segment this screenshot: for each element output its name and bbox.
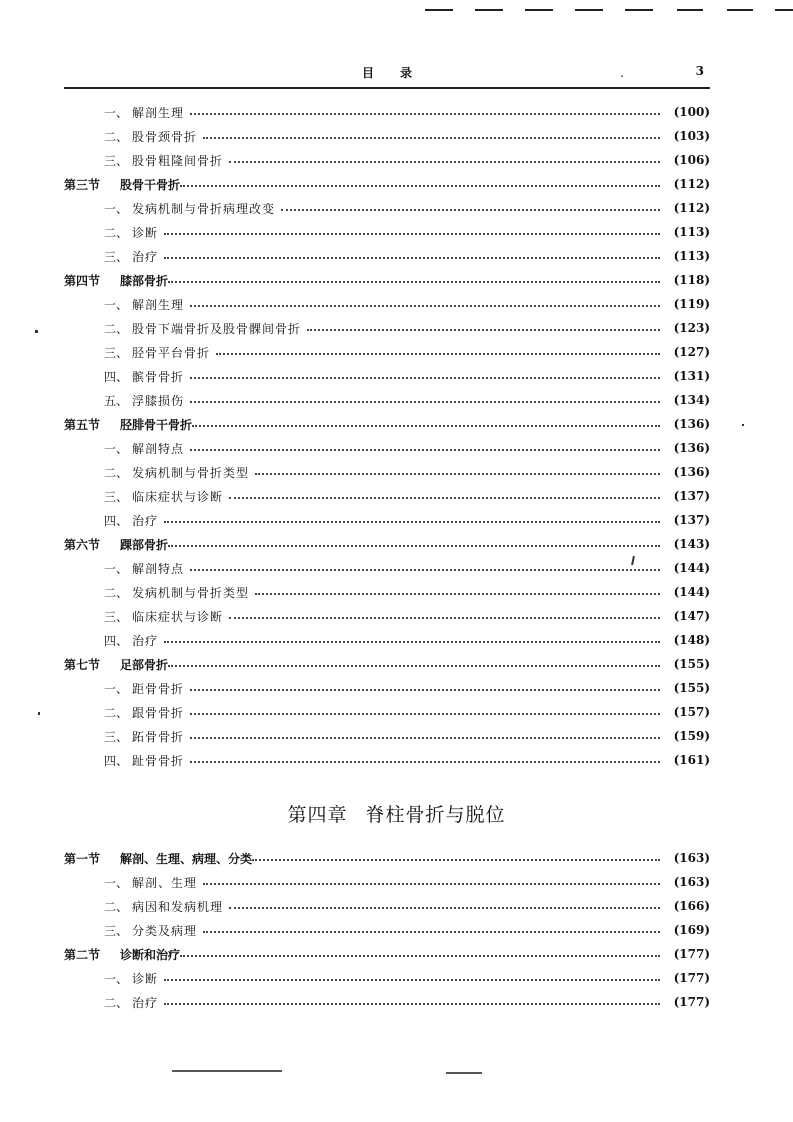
toc-entry-number: 二、 <box>103 321 128 336</box>
dot-leader <box>203 883 660 885</box>
toc-entry-number: 四、 <box>103 513 128 528</box>
toc-entry-number: 二、 <box>103 899 128 914</box>
toc-section-entry <box>64 652 710 676</box>
toc-entry-page: (148) <box>673 633 710 647</box>
toc-entry-page: (144) <box>673 585 710 599</box>
toc-entry-title: 踝部骨折 <box>120 537 169 552</box>
dot-leader <box>190 377 660 379</box>
dot-leader <box>164 233 660 235</box>
toc-entry-page: (157) <box>673 705 710 719</box>
toc-item-entry <box>64 556 710 580</box>
toc-section-entry <box>64 846 710 870</box>
toc-section-entry <box>64 412 710 436</box>
toc-entry-title: 诊断 <box>132 971 159 986</box>
scan-speck <box>172 1070 282 1072</box>
toc-entry-page: (136) <box>673 441 710 455</box>
toc-section-entry <box>64 942 710 966</box>
toc-item-entry <box>64 220 710 244</box>
toc-entry-page: (100) <box>673 105 710 119</box>
toc-entry-number: 四、 <box>103 369 128 384</box>
toc-entry-page: (137) <box>673 513 710 527</box>
chapter-number: 第四章 <box>287 804 348 826</box>
toc-entry-number: 一、 <box>103 441 128 456</box>
toc-entry-title: 股骨干骨折 <box>120 177 181 192</box>
toc-entry-title: 发病机制与骨折病理改变 <box>132 201 276 216</box>
toc-entry-number: 三、 <box>103 489 128 504</box>
toc-entry-title: 距骨骨折 <box>132 681 185 696</box>
toc-item-entry <box>64 508 710 532</box>
toc-entry-title: 解剖特点 <box>132 441 185 456</box>
toc-entry-title: 股骨下端骨折及股骨髁间骨折 <box>132 321 302 336</box>
toc-entry-title: 治疗 <box>132 995 159 1010</box>
toc-item-entry <box>64 100 710 124</box>
toc-item-entry <box>64 966 710 990</box>
toc-entry-title: 治疗 <box>132 249 159 264</box>
toc-entry-title: 治疗 <box>132 633 159 648</box>
toc-entry-number: 一、 <box>103 297 128 312</box>
dot-leader <box>281 209 660 211</box>
toc-entry-page: (177) <box>673 995 710 1009</box>
toc-item-entry <box>64 436 710 460</box>
toc-entry-title: 诊断和治疗 <box>120 947 181 962</box>
scan-speck <box>446 1072 482 1074</box>
toc-entry-page: (144) <box>673 561 710 575</box>
toc-section-entry <box>64 268 710 292</box>
toc-entry-number: 四、 <box>103 753 128 768</box>
toc-entry-number: 二、 <box>103 225 128 240</box>
toc-entry-page: (166) <box>673 899 710 913</box>
toc-entry-number: 三、 <box>103 249 128 264</box>
scan-speck <box>35 330 38 333</box>
dot-leader <box>229 497 660 499</box>
toc-entry-title: 解剖、生理 <box>132 875 198 890</box>
dot-leader <box>229 907 660 909</box>
toc-item-entry <box>64 484 710 508</box>
toc-entry-number: 三、 <box>103 609 128 624</box>
toc-entry-number: 三、 <box>103 345 128 360</box>
toc-entry-title: 诊断 <box>132 225 159 240</box>
top-edge-dashes <box>425 9 793 12</box>
chapter-title: 脊柱骨折与脱位 <box>365 804 506 826</box>
toc-item-entry <box>64 196 710 220</box>
header-rule <box>64 87 710 89</box>
toc-entry-page: (163) <box>673 851 710 865</box>
toc-entry-number: 二、 <box>103 705 128 720</box>
dot-leader <box>255 473 660 475</box>
header-page-number: 3 <box>695 64 704 78</box>
header-dot: . <box>620 66 624 80</box>
dot-leader <box>216 353 660 355</box>
toc-list-chapter-three <box>64 100 710 772</box>
toc-entry-title: 趾骨骨折 <box>132 753 185 768</box>
toc-entry-page: (131) <box>673 369 710 383</box>
dot-leader <box>180 185 660 187</box>
toc-entry-number: 二、 <box>103 585 128 600</box>
toc-item-entry <box>64 580 710 604</box>
dot-leader <box>255 593 660 595</box>
toc-entry-number: 三、 <box>103 153 128 168</box>
toc-entry-title: 股骨颈骨折 <box>132 129 198 144</box>
toc-entry-number: 第四节 <box>64 273 101 288</box>
dot-leader <box>190 737 660 739</box>
toc-entry-number: 第五节 <box>64 417 101 432</box>
toc-entry-page: (113) <box>673 249 710 263</box>
toc-item-entry <box>64 870 710 894</box>
toc-entry-page: (134) <box>673 393 710 407</box>
dot-leader <box>190 449 660 451</box>
toc-entry-page: (147) <box>673 609 710 623</box>
toc-entry-page: (177) <box>673 947 710 961</box>
toc-entry-title: 解剖、生理、病理、分类 <box>120 851 253 866</box>
toc-item-entry <box>64 676 710 700</box>
dot-leader <box>203 931 660 933</box>
toc-entry-number: 第七节 <box>64 657 101 672</box>
toc-entry-number: 一、 <box>103 201 128 216</box>
dot-leader <box>190 713 660 715</box>
toc-list-chapter-four <box>64 846 710 1014</box>
toc-section-entry <box>64 172 710 196</box>
dot-leader <box>190 569 660 571</box>
toc-entry-title: 解剖生理 <box>132 105 185 120</box>
toc-entry-page: (143) <box>673 537 710 551</box>
dot-leader <box>180 955 660 957</box>
toc-entry-number: 四、 <box>103 633 128 648</box>
toc-entry-page: (123) <box>673 321 710 335</box>
toc-entry-title: 解剖特点 <box>132 561 185 576</box>
running-header <box>64 64 712 84</box>
toc-item-entry <box>64 340 710 364</box>
toc-entry-page: (155) <box>673 657 710 671</box>
toc-entry-page: (113) <box>673 225 710 239</box>
dot-leader <box>229 161 660 163</box>
toc-entry-page: (177) <box>673 971 710 985</box>
dot-leader <box>190 761 660 763</box>
dot-leader <box>190 305 660 307</box>
toc-entry-number: 二、 <box>103 995 128 1010</box>
toc-entry-title: 膝部骨折 <box>120 273 169 288</box>
toc-item-entry <box>64 316 710 340</box>
dot-leader <box>164 521 660 523</box>
toc-entry-page: (118) <box>673 273 710 287</box>
toc-entry-number: 第一节 <box>64 851 101 866</box>
toc-item-entry <box>64 460 710 484</box>
dot-leader <box>164 641 660 643</box>
toc-entry-page: (169) <box>673 923 710 937</box>
toc-entry-title: 临床症状与诊断 <box>132 609 224 624</box>
toc-entry-page: (112) <box>673 177 710 191</box>
toc-entry-title: 足部骨折 <box>120 657 169 672</box>
toc-item-entry <box>64 724 710 748</box>
toc-entry-number: 一、 <box>103 681 128 696</box>
scan-speck <box>742 424 744 426</box>
toc-entry-title: 解剖生理 <box>132 297 185 312</box>
scan-speck <box>38 712 40 715</box>
toc-item-entry <box>64 148 710 172</box>
dot-leader <box>164 979 660 981</box>
toc-entry-page: (112) <box>673 201 710 215</box>
toc-entry-page: (127) <box>673 345 710 359</box>
toc-entry-page: (119) <box>673 297 710 311</box>
toc-item-entry <box>64 990 710 1014</box>
toc-entry-number: 一、 <box>103 561 128 576</box>
toc-entry-title: 发病机制与骨折类型 <box>132 465 250 480</box>
toc-entry-page: (155) <box>673 681 710 695</box>
toc-entry-title: 胫腓骨干骨折 <box>120 417 193 432</box>
dot-leader <box>190 401 660 403</box>
toc-entry-number: 一、 <box>103 105 128 120</box>
dot-leader <box>164 1003 660 1005</box>
dot-leader <box>168 545 660 547</box>
toc-entry-page: (159) <box>673 729 710 743</box>
header-title: 目录 <box>362 66 439 80</box>
toc-entry-number: 第六节 <box>64 537 101 552</box>
toc-entry-number: 五、 <box>103 393 128 408</box>
chapter-heading <box>0 800 793 827</box>
toc-entry-title: 跖骨骨折 <box>132 729 185 744</box>
toc-entry-number: 一、 <box>103 971 128 986</box>
toc-item-entry <box>64 748 710 772</box>
toc-item-entry <box>64 918 710 942</box>
toc-item-entry <box>64 628 710 652</box>
toc-entry-page: (137) <box>673 489 710 503</box>
toc-entry-number: 一、 <box>103 875 128 890</box>
dot-leader <box>229 617 660 619</box>
toc-entry-title: 发病机制与骨折类型 <box>132 585 250 600</box>
toc-entry-title: 髌骨骨折 <box>132 369 185 384</box>
toc-item-entry <box>64 364 710 388</box>
toc-entry-page: (103) <box>673 129 710 143</box>
dot-leader <box>168 281 660 283</box>
dot-leader <box>168 665 660 667</box>
toc-entry-title: 胫骨平台骨折 <box>132 345 211 360</box>
toc-item-entry <box>64 700 710 724</box>
toc-entry-title: 临床症状与诊断 <box>132 489 224 504</box>
toc-entry-number: 二、 <box>103 465 128 480</box>
toc-entry-title: 股骨粗隆间骨折 <box>132 153 224 168</box>
toc-entry-number: 第三节 <box>64 177 101 192</box>
toc-entry-page: (106) <box>673 153 710 167</box>
toc-entry-page: (136) <box>673 417 710 431</box>
dot-leader <box>190 689 660 691</box>
toc-entry-number: 三、 <box>103 729 128 744</box>
toc-item-entry <box>64 388 710 412</box>
toc-item-entry <box>64 124 710 148</box>
toc-section-entry <box>64 532 710 556</box>
toc-entry-title: 分类及病理 <box>132 923 198 938</box>
dot-leader <box>203 137 660 139</box>
toc-entry-title: 病因和发病机理 <box>132 899 224 914</box>
toc-entry-title: 跟骨骨折 <box>132 705 185 720</box>
dot-leader <box>252 859 660 861</box>
dot-leader <box>164 257 660 259</box>
toc-entry-title: 治疗 <box>132 513 159 528</box>
toc-entry-page: (163) <box>673 875 710 889</box>
toc-entry-title: 浮膝损伤 <box>132 393 185 408</box>
dot-leader <box>192 425 660 427</box>
toc-entry-number: 二、 <box>103 129 128 144</box>
toc-entry-number: 三、 <box>103 923 128 938</box>
toc-entry-number: 第二节 <box>64 947 101 962</box>
toc-entry-page: (136) <box>673 465 710 479</box>
dot-leader <box>190 113 660 115</box>
toc-item-entry <box>64 894 710 918</box>
toc-item-entry <box>64 604 710 628</box>
dot-leader <box>307 329 660 331</box>
toc-item-entry <box>64 244 710 268</box>
toc-entry-page: (161) <box>673 753 710 767</box>
toc-item-entry <box>64 292 710 316</box>
